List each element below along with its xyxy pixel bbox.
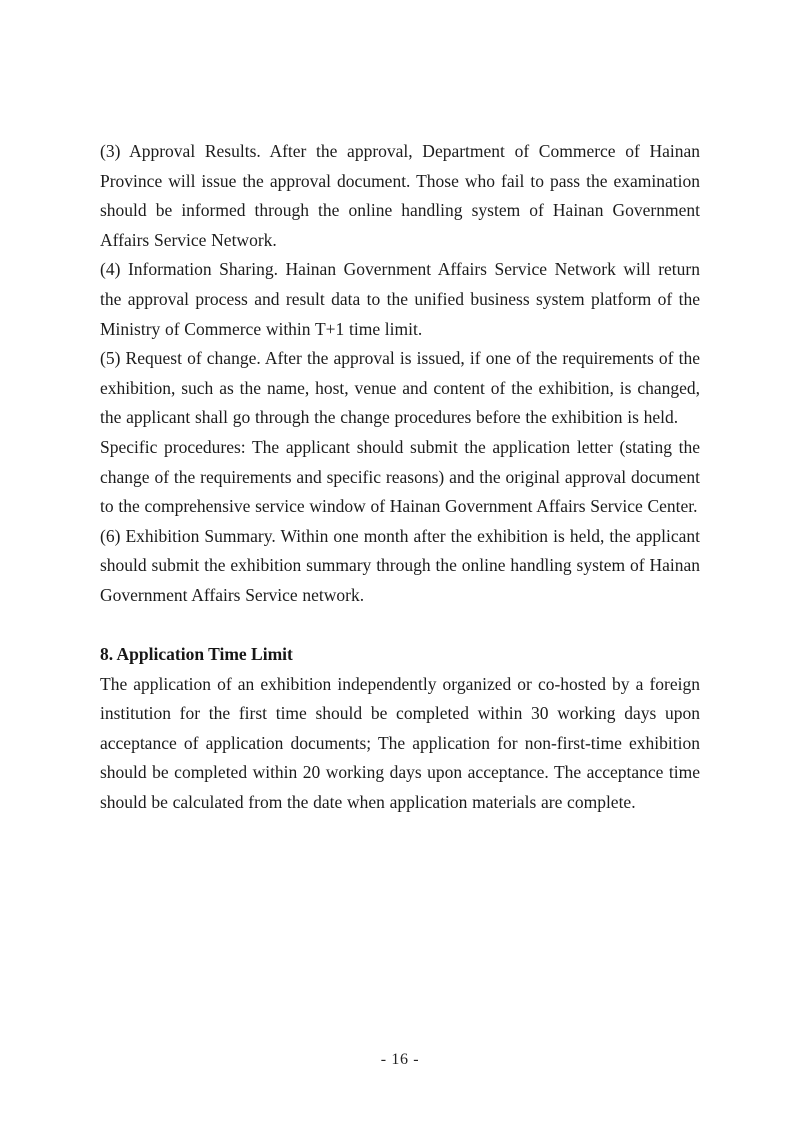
page-footer: [0, 1048, 800, 1072]
paragraph-application-time-limit-body: The application of an exhibition independently organized or co-hosted by a foreign institution for the first time should be completed within 30 working days upon acceptance of application documents; The application for non-first-time exhibition should be completed within 20 working days upon acceptance. The acceptance time should be calculated from the date when application materials are complete.: [100, 673, 700, 813]
paragraph-request-of-change: (5) Request of change. After the approval is issued, if one of the requirements of the exhibition, such as the name, host, venue and content of the exhibition, is changed, the applicant shall go through the change procedures before the exhibition is held.: [100, 348, 700, 428]
section-heading-application-time-limit: 8. Application Time Limit: [100, 644, 293, 665]
page-number: - 16 -: [380, 1051, 420, 1068]
document-body: [100, 137, 700, 818]
paragraph-specific-procedures: Specific procedures: The applicant should submit the application letter (stating the change of the requirements and specific reasons) and the original approval document to the comprehensive service window of Hainan Government Affairs Service Center.: [100, 436, 700, 517]
paragraph-approval-results: (3) Approval Results. After the approval, Department of Commerce of Hainan Province will issue the approval document. Those who fail to pass the examination should be informed through the online handling system of Hainan Government Affairs Service Network.: [100, 141, 700, 250]
paragraph-exhibition-summary: (6) Exhibition Summary. Within one month after the exhibition is held, the applicant should submit the exhibition summary through the online handling system of Hainan Government Affairs Service network.: [100, 525, 700, 605]
paragraph-information-sharing: (4) Information Sharing. Hainan Government Affairs Service Network will return the approval process and result data to the unified business system platform of the Ministry of Commerce within T+1 time limit.: [100, 259, 700, 339]
